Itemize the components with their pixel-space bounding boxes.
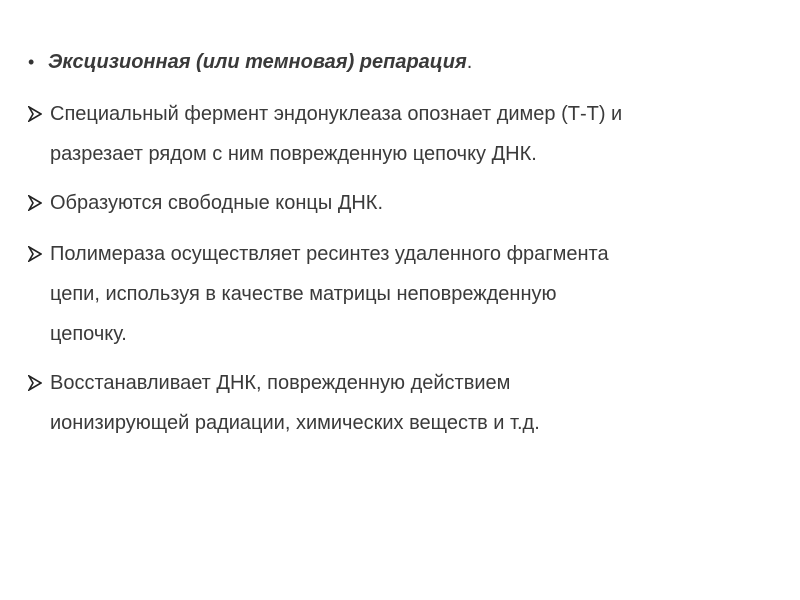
list-item-text xyxy=(50,234,609,354)
list-item-4 xyxy=(28,369,768,443)
text-line: Полимераза осуществляет ресинтез удаленного фрагмента xyxy=(50,243,609,265)
slide-heading xyxy=(28,47,768,77)
text-line: цепочку. xyxy=(50,323,127,345)
list-item-text xyxy=(50,94,622,174)
heading-text: Эксцизионная (или темновая) репарация xyxy=(48,51,467,73)
arrow-bullet-icon xyxy=(28,240,50,262)
text-line: цепи, используя в качестве матрицы неповрежденную xyxy=(50,283,557,305)
dot-bullet-icon: • xyxy=(28,52,35,72)
list-item-2 xyxy=(28,189,768,223)
arrow-bullet-icon xyxy=(28,189,50,211)
heading-suffix: . xyxy=(466,51,473,73)
list-item-text xyxy=(50,363,540,443)
list-item-text xyxy=(50,183,383,223)
text-line: ионизирующей радиации, химических веществ и т.д. xyxy=(50,412,540,434)
text-line: Образуются свободные концы ДНК. xyxy=(50,192,384,214)
arrow-bullet-icon xyxy=(28,100,50,122)
list-item-1 xyxy=(28,100,768,174)
text-line: разрезает рядом с ним поврежденную цепочку ДНК. xyxy=(50,143,537,165)
list-item-3 xyxy=(28,240,768,354)
text-line: Специальный фермент эндонуклеаза опознает димер (Т-Т) и xyxy=(50,103,623,125)
arrow-bullet-icon xyxy=(28,369,50,391)
text-line: Восстанавливает ДНК, поврежденную действием xyxy=(50,372,511,394)
